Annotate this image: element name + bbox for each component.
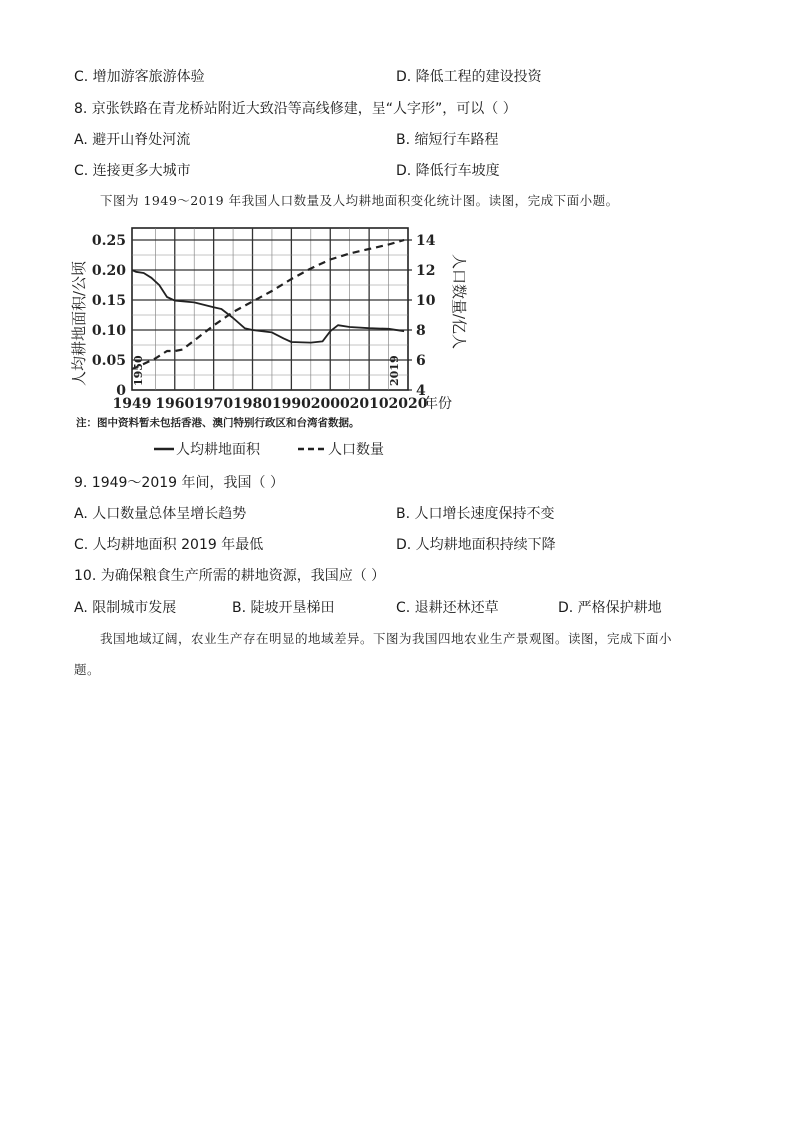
q10-option-c: C. 退耕还林还草 [396, 600, 499, 616]
q7-option-d: D. 降低工程的建设投资 [396, 69, 542, 85]
q10-options-row [74, 599, 734, 617]
year-annotation: 1950 [131, 355, 145, 386]
y-right-tick-label: 6 [416, 353, 426, 369]
q8-options-row2 [74, 162, 734, 180]
y-right-tick-label: 8 [416, 323, 426, 339]
q8-option-d: D. 降低行车坡度 [396, 163, 500, 179]
section-intro-line2: 题。 [74, 662, 101, 677]
y-left-tick-label: 0.05 [91, 353, 126, 369]
q10-stem: 10. 为确保粮食生产所需的耕地资源，我国应（ ） [74, 568, 386, 584]
q9-option-a: A. 人口数量总体呈增长趋势 [74, 506, 247, 522]
q9-options-row2 [74, 536, 734, 554]
q8-stem: 8. 京张铁路在青龙桥站附近大致沿等高线修建，呈“人字形”，可以（ ） [74, 101, 517, 117]
q7-option-c: C. 增加游客旅游体验 [74, 69, 205, 85]
q8-option-c: C. 连接更多大城市 [74, 163, 191, 179]
chart-note: 注：图中资料暂未包括香港、澳门特别行政区和台湾省数据。 [76, 417, 360, 429]
y-left-tick-label: 0.15 [91, 293, 126, 309]
x-tick-label: 2020 [388, 396, 428, 412]
y-right-tick-label: 12 [416, 263, 436, 279]
q9-option-c: C. 人均耕地面积 2019 年最低 [74, 537, 264, 553]
y-left-axis-label: 人均耕地面积/公顷 [70, 260, 88, 386]
year-annotation: 2019 [388, 355, 402, 386]
y-left-tick-label: 0.25 [91, 233, 126, 249]
q7-options [74, 68, 734, 86]
chart-grid [132, 228, 412, 390]
farmland-per-capita-line [132, 270, 404, 343]
x-tick-label: 2000 [310, 396, 350, 412]
x-tick-label: 1970 [194, 396, 234, 412]
chart-intro: 下图为 1949～2019 年我国人口数量及人均耕地面积变化统计图。读图，完成下面小题。 [100, 193, 619, 208]
q9-stem: 9. 1949～2019 年间，我国（ ） [74, 475, 284, 491]
x-tick-label: 2010 [349, 396, 389, 412]
q9-options-row1 [74, 505, 734, 523]
population-farmland-chart [70, 222, 470, 462]
y-left-tick-label: 0.20 [91, 263, 126, 279]
chart-svg [70, 222, 470, 462]
y-left-tick-label: 0.10 [91, 323, 126, 339]
y-left-tick-label: 0 [116, 383, 126, 399]
q9-option-b: B. 人口增长速度保持不变 [396, 506, 555, 522]
q10-option-b: B. 陡坡开垦梯田 [232, 600, 335, 616]
x-tick-label: 1980 [233, 396, 272, 412]
plot-frame [132, 228, 408, 390]
q10-option-d: D. 严格保护耕地 [558, 600, 662, 616]
x-tick-label: 1990 [271, 396, 311, 412]
population-line [132, 240, 404, 369]
legend-farmland-label: 人均耕地面积 [176, 442, 260, 458]
legend-population-label: 人口数量 [328, 442, 384, 458]
y-right-tick-label: 4 [416, 383, 426, 399]
q8-option-a: A. 避开山脊处河流 [74, 132, 191, 148]
section-intro-line1: 我国地域辽阔，农业生产存在明显的地域差异。下图为我国四地农业生产景观图。读图，完成下面小 [100, 631, 673, 646]
y-right-axis-label: 人口数量/亿人 [450, 254, 468, 350]
q8-options-row1 [74, 131, 734, 149]
chart-series [132, 240, 404, 369]
x-axis-unit-label: 年份 [424, 396, 452, 412]
q9-option-d: D. 人均耕地面积持续下降 [396, 537, 556, 553]
y-right-tick-label: 14 [416, 233, 436, 249]
q8-option-b: B. 缩短行车路程 [396, 132, 499, 148]
y-right-tick-label: 10 [416, 293, 436, 309]
q10-option-a: A. 限制城市发展 [74, 600, 177, 616]
x-tick-label: 1949 [112, 396, 152, 412]
x-tick-label: 1960 [155, 396, 195, 412]
